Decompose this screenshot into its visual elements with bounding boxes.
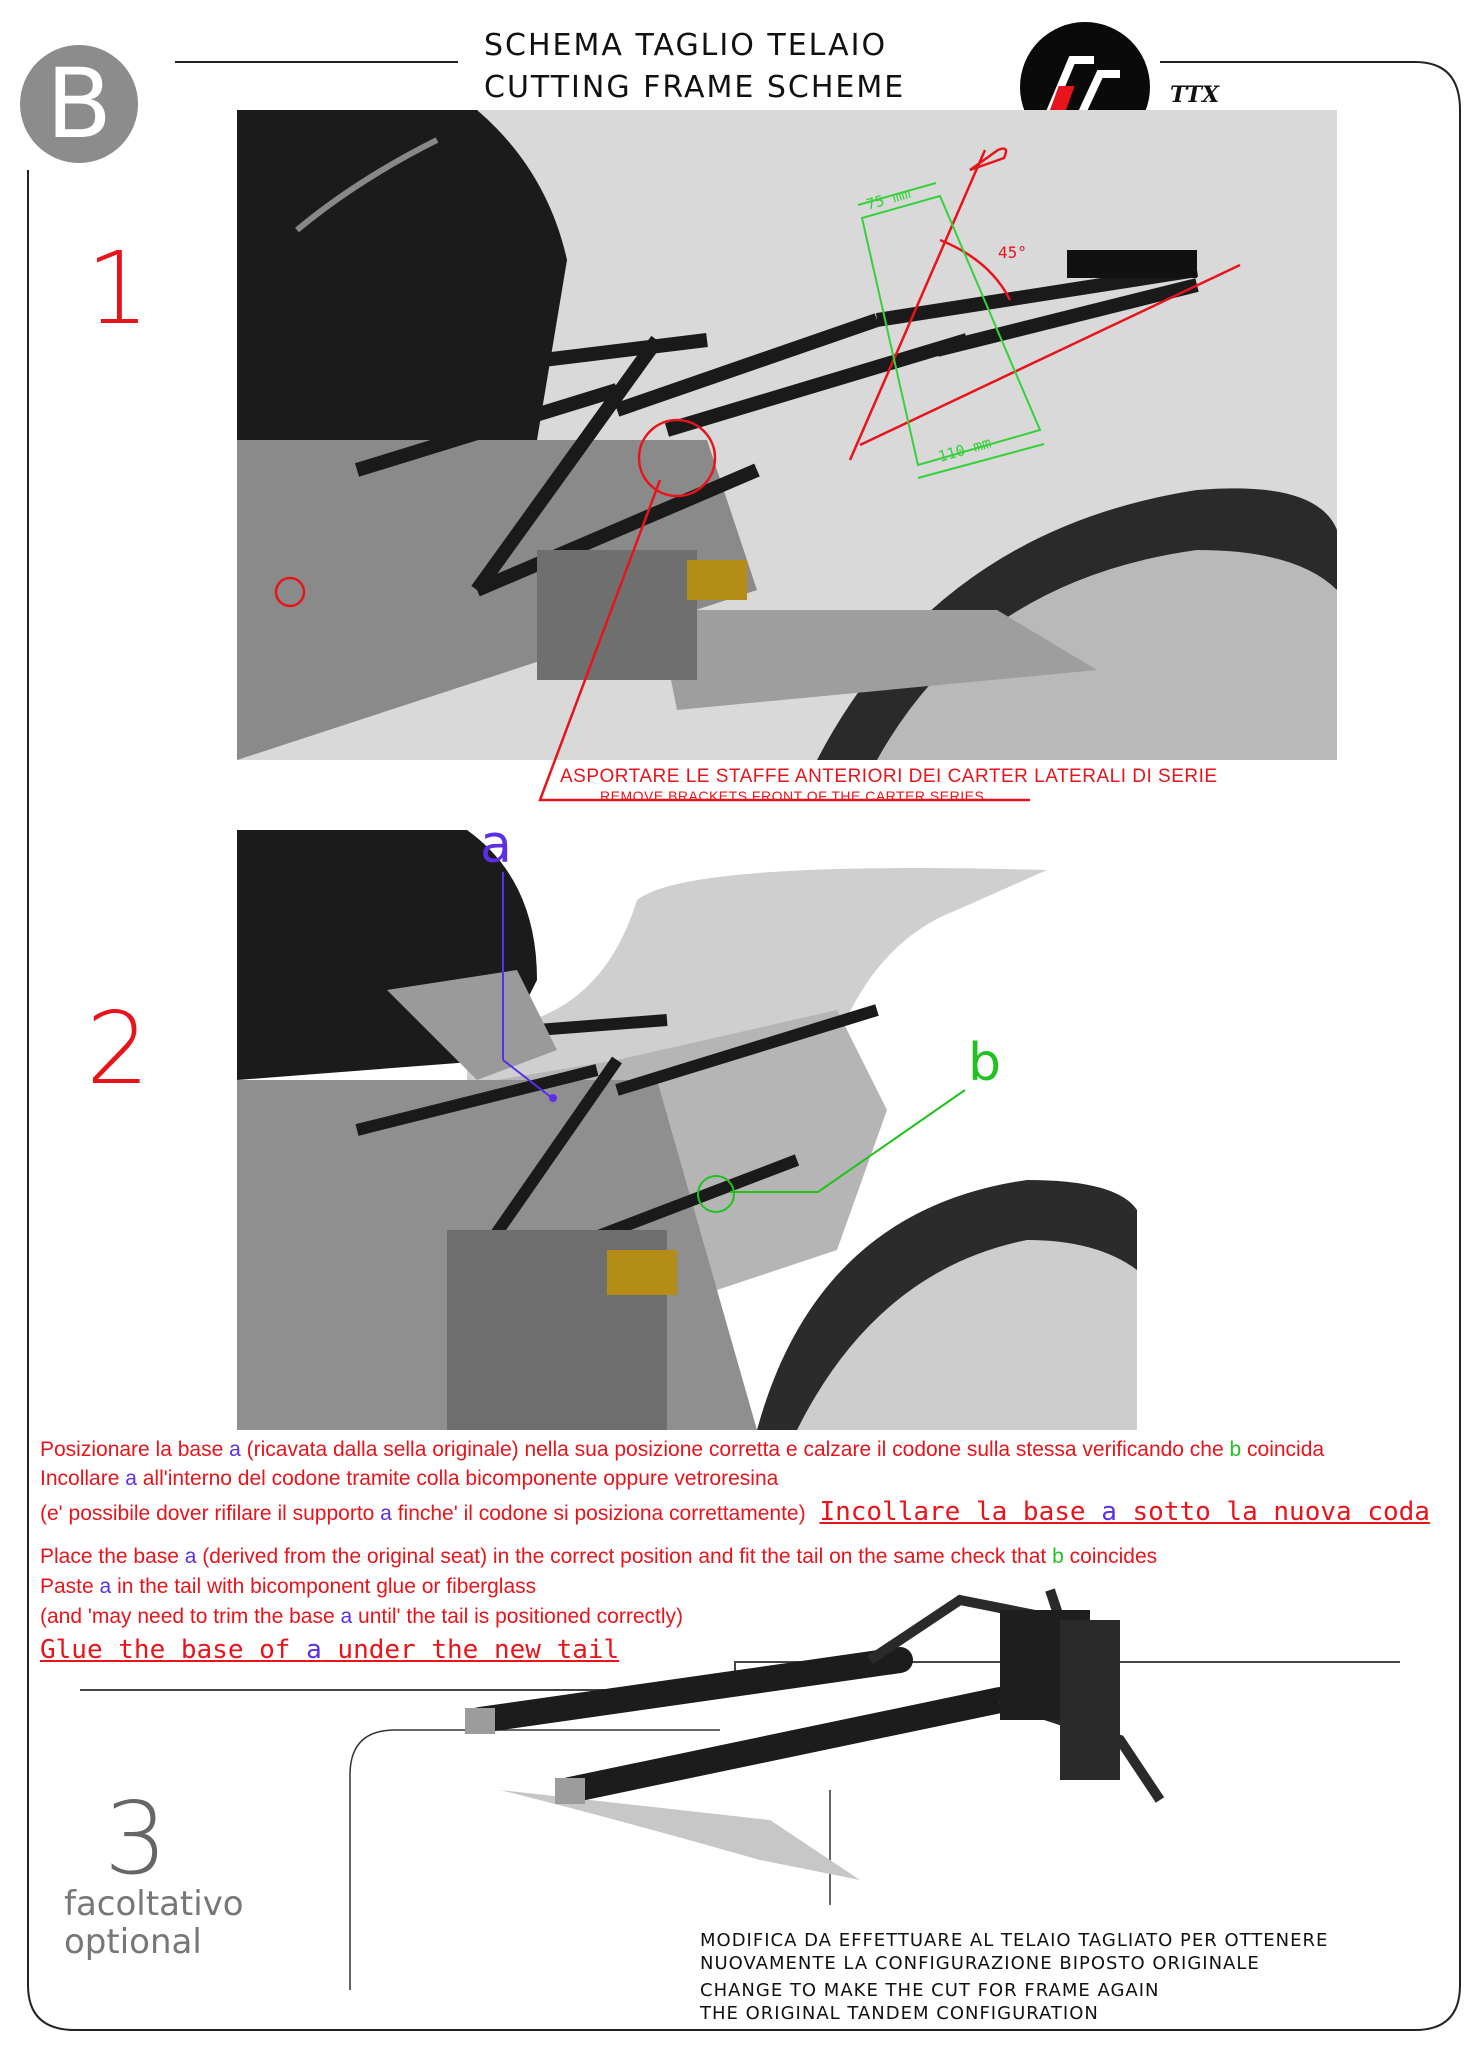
optional-en: optional <box>64 1922 202 1962</box>
frame-photo-3 <box>440 1580 1260 1890</box>
step3-note-en-1: CHANGE TO MAKE THE CUT FOR FRAME AGAIN <box>700 1980 1160 2001</box>
label-a-ref: a <box>184 1545 197 1568</box>
label-a-ref: a <box>306 1635 322 1665</box>
step3-note-it-1: MODIFICA DA EFFETTUARE AL TELAIO TAGLIATO PER OTTENERE <box>700 1930 1329 1951</box>
instr-text: until' the tail is positioned correctly) <box>352 1605 684 1628</box>
logo-text: TTX <box>1170 82 1220 108</box>
instr-text: coincides <box>1063 1545 1158 1568</box>
dim-110-label: 110 mm <box>936 433 994 466</box>
step-number-1: 1 <box>86 230 150 347</box>
label-a-ref: a <box>125 1467 137 1490</box>
instr-en-line1 <box>40 1545 1157 1569</box>
title-italian: SCHEMA TAGLIO TELAIO <box>484 28 888 63</box>
instr-it-line3 <box>40 1497 1430 1527</box>
optional-label <box>64 1885 244 1961</box>
instr-it-emphasis <box>819 1497 1430 1527</box>
angle-label: 45° <box>998 243 1027 262</box>
instr-text: Paste <box>40 1575 100 1598</box>
label-a-ref: a <box>229 1438 241 1461</box>
instr-text: sotto la nuova coda <box>1116 1497 1430 1527</box>
label-a-ref: a <box>340 1605 353 1628</box>
callout-b-line <box>698 1090 965 1212</box>
note-remove-brackets-en: REMOVE BRACKETS FRONT OF THE CARTER SERIES <box>600 788 985 804</box>
instr-text: (ricavata dalla sella originale) nella sua posizione corretta e calzare il codone sulla stessa verificando che <box>240 1438 1230 1461</box>
instr-text: Place the base <box>40 1545 185 1568</box>
label-a-ref: a <box>99 1575 112 1598</box>
note-remove-brackets-it: ASPORTARE LE STAFFE ANTERIORI DEI CARTER LATERALI DI SERIE <box>560 766 1218 787</box>
dim-75-label: 75 mm <box>864 184 913 214</box>
instr-text: all'interno del codone tramite colla bicomponente oppure vetroresina <box>136 1467 779 1490</box>
instr-text: Posizionare la base <box>40 1438 230 1461</box>
instr-text: Incollare <box>40 1467 126 1490</box>
instr-text: (e' possibile dover rifilare il supporto <box>40 1502 381 1525</box>
label-a-ref: a <box>380 1502 392 1525</box>
instr-text: (and 'may need to trim the base <box>40 1605 341 1628</box>
instr-text: in the tail with bicomponent glue or fiberglass <box>111 1575 537 1598</box>
title-english: CUTTING FRAME SCHEME <box>484 70 906 105</box>
callout-a-label: a <box>480 815 512 875</box>
callout-b-label: b <box>968 1033 1002 1093</box>
step-number-2: 2 <box>86 990 150 1107</box>
instr-text: Incollare la base <box>819 1497 1102 1527</box>
step3-note-it-2: NUOVAMENTE LA CONFIGURAZIONE BIPOSTO ORIGINALE <box>700 1953 1260 1974</box>
instr-text: finche' il codone si posiziona correttamente) <box>391 1502 806 1525</box>
instr-text: under the new tail <box>321 1635 620 1665</box>
label-b-ref: b <box>1229 1438 1242 1461</box>
step3-note-en-2: THE ORIGINAL TANDEM CONFIGURATION <box>700 2003 1099 2024</box>
instr-text: (derived from the original seat) in the correct position and fit the tail on the same check that <box>196 1545 1053 1568</box>
instr-text: coincida <box>1241 1438 1325 1461</box>
instr-it-line2 <box>40 1467 778 1491</box>
instr-it-line1 <box>40 1438 1324 1462</box>
instr-text: Glue the base of <box>40 1635 307 1665</box>
label-b-ref: b <box>1052 1545 1064 1568</box>
section-badge: B <box>20 45 138 163</box>
label-a-ref: a <box>1101 1497 1117 1527</box>
callout-a-line <box>503 872 557 1102</box>
step-number-3: 3 <box>104 1780 168 1897</box>
optional-it: facoltativo <box>64 1884 244 1924</box>
